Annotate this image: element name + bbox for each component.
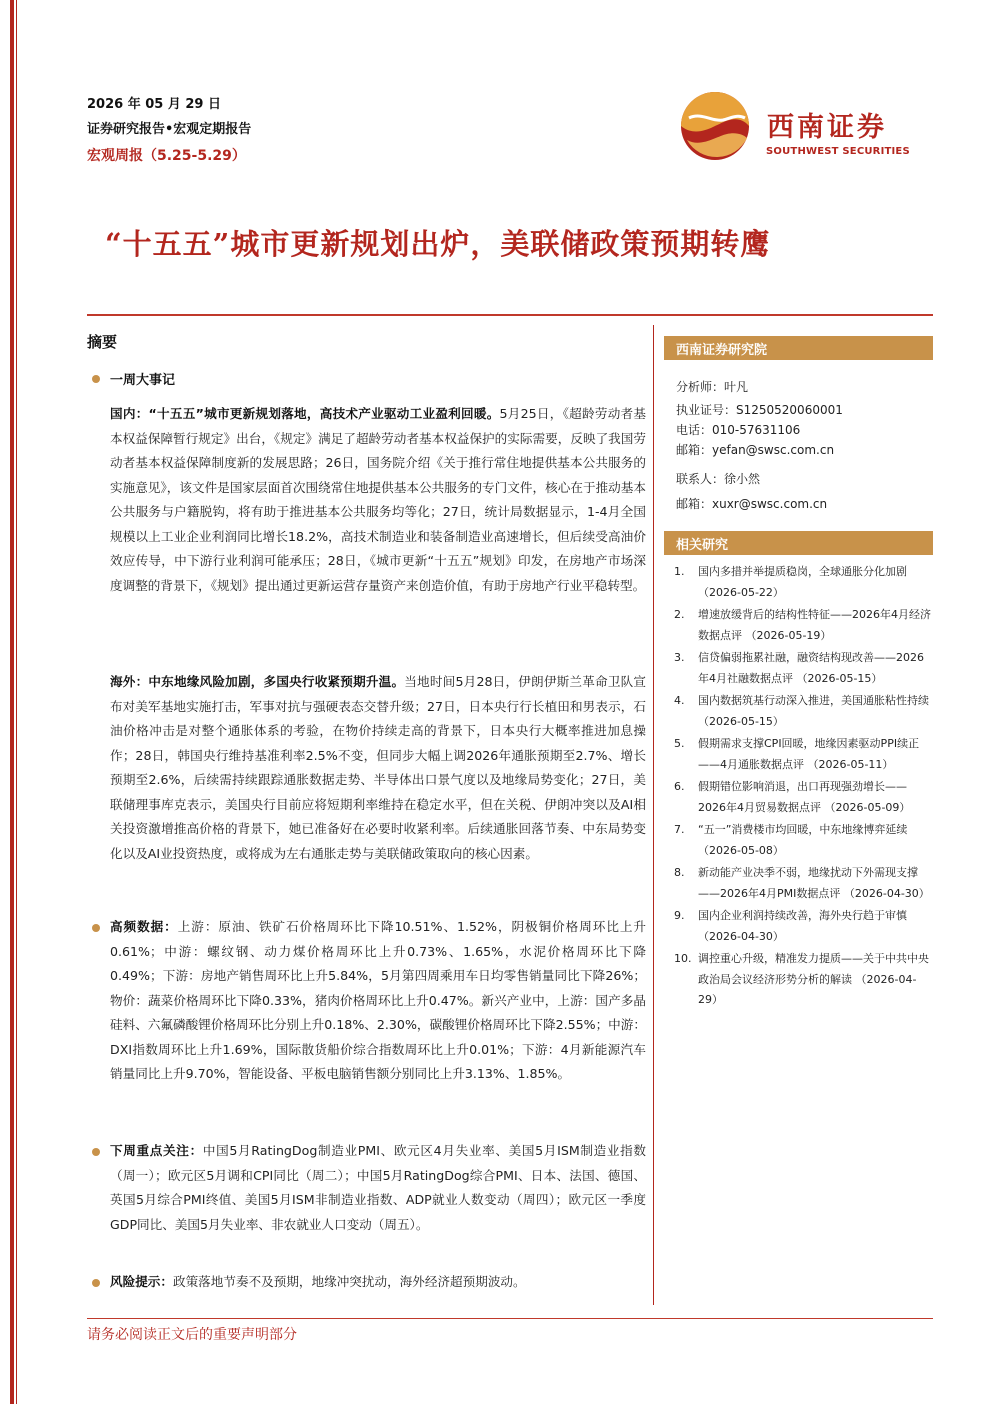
high-freq-body: 上游：原油、铁矿石价格周环比下降10.51%、1.52%，阴极铜价格周环比上升0.61%；中游：螺纹钢、动力煤价格周环比上升0.73%、1.65%，水泥价格周环比下降0.49%；下游：房地产销售周环比上升5.84%，5月第四周乘用车日均零售销量同比下降26%；物价：蔬菜价格周环比下降0.33%，猪肉价格周环比上升0.47%。新兴产业中，上游：国产多晶硅料、六氟磷酸锂价格周环比分别上升0.18%、2.30%，碳酸锂价格周环比下降2.55%；中游：DXI指数周环比上升1.69%，国际散货船价综合指数周环比上升0.01%；下游：4月新能源汽车销量同比上升9.70%，智能设备、平板电脑销售额分别同比上升3.13%、1.85%。	[110, 919, 647, 1081]
related-text: 假期需求支撑CPI回暖，地缘因素驱动PPI续正——4月通胀数据点评 （2026-05-11）	[698, 737, 920, 771]
footer-rule	[87, 1318, 933, 1319]
footer-disclaimer[interactable]: 请务必阅读正文后的重要声明部分	[87, 1327, 297, 1343]
summary-heading: 摘要	[87, 333, 118, 351]
bullet-icon	[92, 924, 100, 932]
risk-paragraph	[110, 1270, 646, 1295]
report-date: 2026 年 05 月 29 日	[87, 97, 221, 112]
report-title: “十五五”城市更新规划出炉，美联储政策预期转鹰	[105, 227, 771, 261]
report-type: 证券研究报告•宏观定期报告	[87, 122, 252, 137]
bullet-icon	[92, 375, 100, 383]
related-num: 10.	[674, 952, 692, 965]
related-list	[674, 562, 934, 1013]
related-num: 3.	[674, 651, 685, 664]
related-text: 假期错位影响消退，出口再现强劲增长——2026年4月贸易数据点评 （2026-05-09）	[698, 780, 911, 814]
related-heading: 相关研究	[676, 538, 729, 553]
related-item[interactable]	[674, 906, 934, 947]
related-text: 国内数据筑基行动深入推进，美国通胀粘性持续 （2026-05-15）	[698, 694, 929, 728]
domestic-body: 5月25日，《超龄劳动者基本权益保障暂行规定》出台，《规定》满足了超龄劳动者基本权益保护的实际需要，反映了我国劳动者基本权益保障制度新的发展思路；26日，国务院介绍《关于推行常住地提供基本公共服务的实施意见》，该文件是国家层面首次围绕常住地提供基本公共服务的专门文件，核心在于推动基本公共服务与户籍脱钩，将有助于推进基本公共服务均等化；27日，统计局数据显示，1-4月全国规模以上工业企业利润同比增长18.2%，高技术制造业和装备制造业高速增长，但后续受高油价效应传导，中下游行业利润可能承压；28日，《城市更新“十五五”规划》印发，在房地产市场深度调整的背景下，《规划》提出通过更新运营存量资产来创造价值，有助于房地产行业平稳转型。	[110, 406, 646, 593]
risk-body: 政策落地节奏不及预期，地缘冲突扰动，海外经济超预期波动。	[172, 1274, 526, 1289]
related-item[interactable]	[674, 605, 934, 646]
related-item[interactable]	[674, 820, 934, 861]
related-header	[664, 531, 933, 555]
left-edge-bar	[10, 0, 14, 1404]
related-num: 1.	[674, 565, 685, 578]
related-item[interactable]	[674, 734, 934, 775]
analyst-email[interactable]: 邮箱：yefan@swsc.com.cn	[676, 443, 835, 457]
related-num: 9.	[674, 909, 685, 922]
analyst-phone: 电话：010-57631106	[676, 423, 801, 437]
related-num: 2.	[674, 608, 685, 621]
contact-email[interactable]: 邮箱：xuxr@swsc.com.cn	[676, 497, 828, 511]
column-divider	[653, 325, 654, 1305]
overseas-body: 当地时间5月28日，伊朗伊斯兰革命卫队宣布对美军基地实施打击，军事对抗与强硬表态交替升级；27日，日本央行行长植田和男表示，石油价格冲击是对整个通胀体系的考验，在物价持续走高的背景下，日本央行大概率推进加息操作；28日，韩国央行维持基准利率2.5%不变，但同步大幅上调2026年通胀预期至2.7%、增长预期至2.6%，后续需持续跟踪通胀数据走势、半导体出口景气度以及地缘局势变化；27日，美联储理事库克表示，美国央行目前应将短期利率维持在稳定水平，但在关税、伊朗冲突以及AI相关投资激增推高价格的背景下，她已准备好在必要时收紧利率。后续通胀回落节奏、中东局势变化以及AI业投资热度，或将成为左右通胀走势与美联储政策取向的核心因素。	[110, 674, 646, 861]
contact-person: 联系人：徐小然	[676, 472, 761, 486]
week-events-heading: 一周大事记	[110, 373, 176, 388]
domestic-paragraph	[110, 402, 646, 598]
risk-lead: 风险提示：	[110, 1274, 173, 1289]
related-item[interactable]	[674, 691, 934, 732]
related-text: 增速放缓背后的结构性特征——2026年4月经济数据点评 （2026-05-19）	[698, 608, 931, 642]
high-freq-lead: 高频数据：	[110, 919, 178, 934]
bullet-icon	[92, 1279, 100, 1287]
related-item[interactable]	[674, 777, 934, 818]
related-item[interactable]	[674, 863, 934, 904]
weekly-label: 宏观周报（5.25-5.29）	[87, 148, 246, 164]
overseas-lead: 海外：中东地缘风险加剧，多国央行收紧预期升温。	[110, 674, 405, 689]
related-text: 调控重心升级，精准发力提质——关于中共中央政治局会议经济形势分析的解读 （2026-04-29）	[698, 952, 929, 1006]
related-text: 信贷偏弱拖累社融，融资结构现改善——2026年4月社融数据点评 （2026-05-15）	[698, 651, 924, 685]
domestic-lead: 国内：“十五五”城市更新规划落地，高技术产业驱动工业盈利回暖。	[110, 406, 500, 421]
related-text: 新动能产业决季不弱，地缘扰动下外需现支撑——2026年4月PMI数据点评 （2026-04-30）	[698, 866, 930, 900]
related-item[interactable]	[674, 562, 934, 603]
related-item[interactable]	[674, 949, 934, 1011]
left-edge-line	[16, 0, 17, 1404]
related-num: 8.	[674, 866, 685, 879]
institute-heading: 西南证券研究院	[676, 343, 768, 358]
related-text: 国内多措并举提质稳岗，全球通胀分化加剧 （2026-05-22）	[698, 565, 907, 599]
related-item[interactable]	[674, 648, 934, 689]
institute-header	[664, 336, 933, 360]
logo-name-en: SOUTHWEST SECURITIES	[766, 146, 910, 157]
analyst-license: 执业证号：S1250520060001	[676, 403, 843, 417]
next-week-lead: 下周重点关注：	[110, 1143, 203, 1158]
related-num: 5.	[674, 737, 685, 750]
related-num: 4.	[674, 694, 685, 707]
next-week-body: 中国5月RatingDog制造业PMI、欧元区4月失业率、美国5月ISM制造业指数（周一）；欧元区5月调和CPI同比（周二）；中国5月RatingDog综合PMI、日本、法国、德国、英国5月综合PMI终值、美国5月ISM非制造业指数、ADP就业人数变动（周四）；欧元区一季度GDP同比、美国5月失业率、非农就业人口变动（周五）。	[110, 1143, 646, 1232]
high-freq-paragraph	[110, 915, 646, 1087]
next-week-paragraph	[110, 1139, 646, 1237]
related-text: 国内企业利润持续改善，海外央行趋于审慎 （2026-04-30）	[698, 909, 907, 943]
logo-name-cn: 西南证券	[767, 112, 887, 143]
related-num: 6.	[674, 780, 685, 793]
analyst-name: 分析师：叶凡	[676, 380, 749, 394]
title-rule	[87, 314, 933, 316]
related-text: “五一”消费楼市均回暖，中东地缘博弈延续 （2026-05-08）	[698, 823, 908, 857]
related-num: 7.	[674, 823, 685, 836]
overseas-paragraph	[110, 670, 646, 866]
bullet-icon	[92, 1148, 100, 1156]
